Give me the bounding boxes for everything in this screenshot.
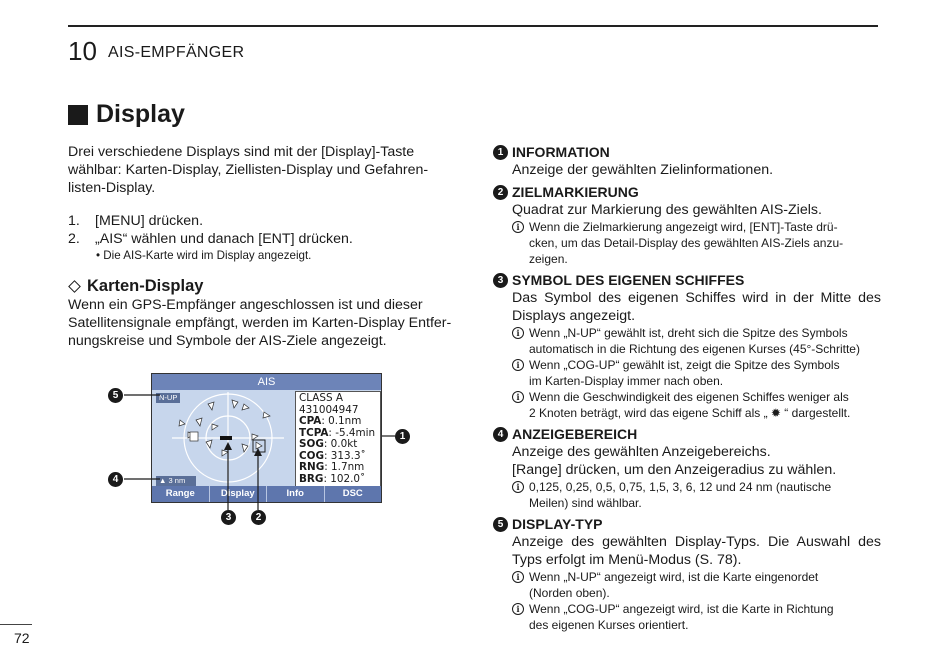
intro-line: listen-Display. — [68, 180, 156, 196]
screen-title: AIS — [152, 374, 381, 390]
step-text: [MENU] drücken. — [95, 213, 204, 229]
info-line: COG: 313.3˚ — [299, 449, 366, 462]
target-info-panel — [295, 391, 381, 487]
step-note: • Die AIS-Karte wird im Display angezeigt. — [96, 249, 312, 262]
info-softkey[interactable]: Info — [267, 486, 325, 502]
legend-item-target-marker — [493, 183, 881, 267]
item-body: [Range] drücken, um den Anzeigeradius zu wählen. — [512, 462, 837, 478]
badge-2: 2 — [493, 185, 508, 200]
item-body: Anzeige des gewählten Display-Typs. Die Auswahl des Typs erfolgt im Menü-Modus (S. 78). — [512, 534, 881, 568]
info-note-icon: i — [512, 221, 524, 233]
display-type-tag: N-UP — [156, 393, 180, 403]
note: i 0,125, 0,25, 0,5, 0,75, 1,5, 3, 6, 12 und 24 nm (nautische Meilen) sind wählbar. — [512, 479, 881, 511]
legend-column — [493, 143, 881, 637]
chapter-title: AIS-EMPFÄNGER — [108, 44, 245, 61]
range-softkey[interactable]: Range — [152, 486, 210, 502]
badge-1: 1 — [493, 145, 508, 160]
note: i Wenn „COG-UP“ gewählt ist, zeigt die Spitze des Symbols im Karten-Display immer nach oben. — [512, 357, 881, 389]
info-note-icon: i — [512, 391, 524, 403]
info-note-icon: i — [512, 571, 524, 583]
step-item — [68, 212, 448, 230]
description-line: Wenn ein GPS-Empfänger angeschlossen ist und dieser — [68, 297, 423, 313]
item-title: SYMBOL DES EIGENEN SCHIFFES — [512, 272, 745, 288]
callout-4: 4 — [108, 472, 123, 487]
callout-3: 3 — [221, 510, 236, 525]
badge-3: 3 — [493, 273, 508, 288]
steps-list — [68, 212, 448, 264]
step-number: 1. — [68, 213, 80, 229]
chapter-number: 10 — [68, 36, 97, 66]
item-body: Anzeige des gewählten Anzeigebereichs. — [512, 444, 771, 460]
subsection-description — [68, 296, 458, 350]
item-title: INFORMATION — [512, 144, 610, 160]
info-line: 431004947 — [299, 403, 359, 416]
info-line: SOG: 0.0kt — [299, 438, 358, 450]
item-title: ZIELMARKIERUNG — [512, 184, 639, 200]
callout-2: 2 — [251, 510, 266, 525]
info-line: CLASS A — [299, 392, 343, 404]
subsection-title — [68, 277, 203, 296]
info-note-icon: i — [512, 327, 524, 339]
dsc-softkey[interactable]: DSC — [342, 488, 363, 499]
info-note-icon: i — [512, 359, 524, 371]
ais-screen-figure — [151, 373, 382, 503]
description-line: Satellitensignale empfängt, werden im Karten-Display Entfer- — [68, 315, 452, 331]
description-line: nungskreise und Symbole der AIS-Ziele angezeigt. — [68, 333, 387, 349]
badge-4: 4 — [493, 427, 508, 442]
item-body: Anzeige der gewählten Zielinformationen. — [512, 162, 774, 178]
info-line: BRG: 102.0˚ — [299, 472, 366, 485]
top-rule — [68, 25, 878, 27]
legend-item-display-range — [493, 425, 881, 511]
step-item — [68, 230, 448, 248]
radar-map — [152, 390, 292, 488]
info-line: TCPA: -5.4min — [299, 426, 376, 439]
note: i Wenn „N-UP“ angezeigt wird, ist die Karte eingenordet (Norden oben). — [512, 569, 881, 601]
note: i Wenn „COG-UP“ angezeigt wird, ist die Karte in Richtung des eigenen Kurses orientiert. — [512, 601, 881, 633]
intro-paragraph — [68, 143, 448, 197]
info-note-icon: i — [512, 603, 524, 615]
square-bullet-icon — [68, 105, 88, 125]
legend-item-information — [493, 143, 881, 179]
step-text: „AIS“ wählen und danach [ENT] drücken. — [95, 231, 353, 247]
info-line: RNG: 1.7nm — [299, 461, 365, 473]
range-value: 3 nm — [168, 476, 186, 485]
note: i Wenn „N-UP“ gewählt ist, dreht sich die Spitze des Symbols automatisch in die Richtung des eigenen Kurses (45°-Schritte) — [512, 325, 881, 357]
section-title-text: Display — [96, 100, 185, 128]
display-softkey[interactable]: Display — [210, 486, 268, 502]
subsection-title-text: Karten-Display — [87, 277, 204, 295]
intro-line: Drei verschiedene Displays sind mit der [Display]-Taste — [68, 144, 415, 160]
item-body: Das Symbol des eigenen Schiffes wird in der Mitte des Displays angezeigt. — [512, 290, 881, 324]
step-number: 2. — [68, 231, 80, 247]
item-title: DISPLAY-TYP — [512, 516, 603, 532]
intro-line: wählbar: Karten-Display, Ziellisten-Display und Gefahren- — [68, 162, 429, 178]
callout-5: 5 — [108, 388, 123, 403]
page-number: 72 — [14, 630, 30, 646]
diamond-icon — [68, 280, 81, 293]
item-body: Quadrat zur Markierung des gewählten AIS-Ziels. — [512, 202, 822, 218]
info-line: CPA: 0.1nm — [299, 415, 362, 427]
range-tag: ▲ 3 nm — [156, 476, 196, 486]
own-ship-icon — [220, 436, 232, 440]
softkey-bar — [152, 486, 381, 502]
page-rule — [0, 624, 32, 625]
info-note-icon: i — [512, 481, 524, 493]
callout-1: 1 — [395, 429, 410, 444]
ais-target-icon — [190, 432, 198, 441]
item-title: ANZEIGEBEREICH — [512, 426, 638, 442]
badge-5: 5 — [493, 517, 508, 532]
note: i Wenn die Geschwindigkeit des eigenen Schiffes weniger als 2 Knoten beträgt, wird das eigene Schiff als „ ✹ “ dargestellt. — [512, 389, 881, 421]
note: i Wenn die Zielmarkierung angezeigt wird, [ENT]-Taste drü- cken, um das Detail-Display des gewählten AIS-Ziels anzu- zeigen. — [512, 219, 881, 267]
section-title — [68, 100, 185, 129]
legend-item-display-type — [493, 515, 881, 633]
legend-item-own-ship — [493, 271, 881, 421]
